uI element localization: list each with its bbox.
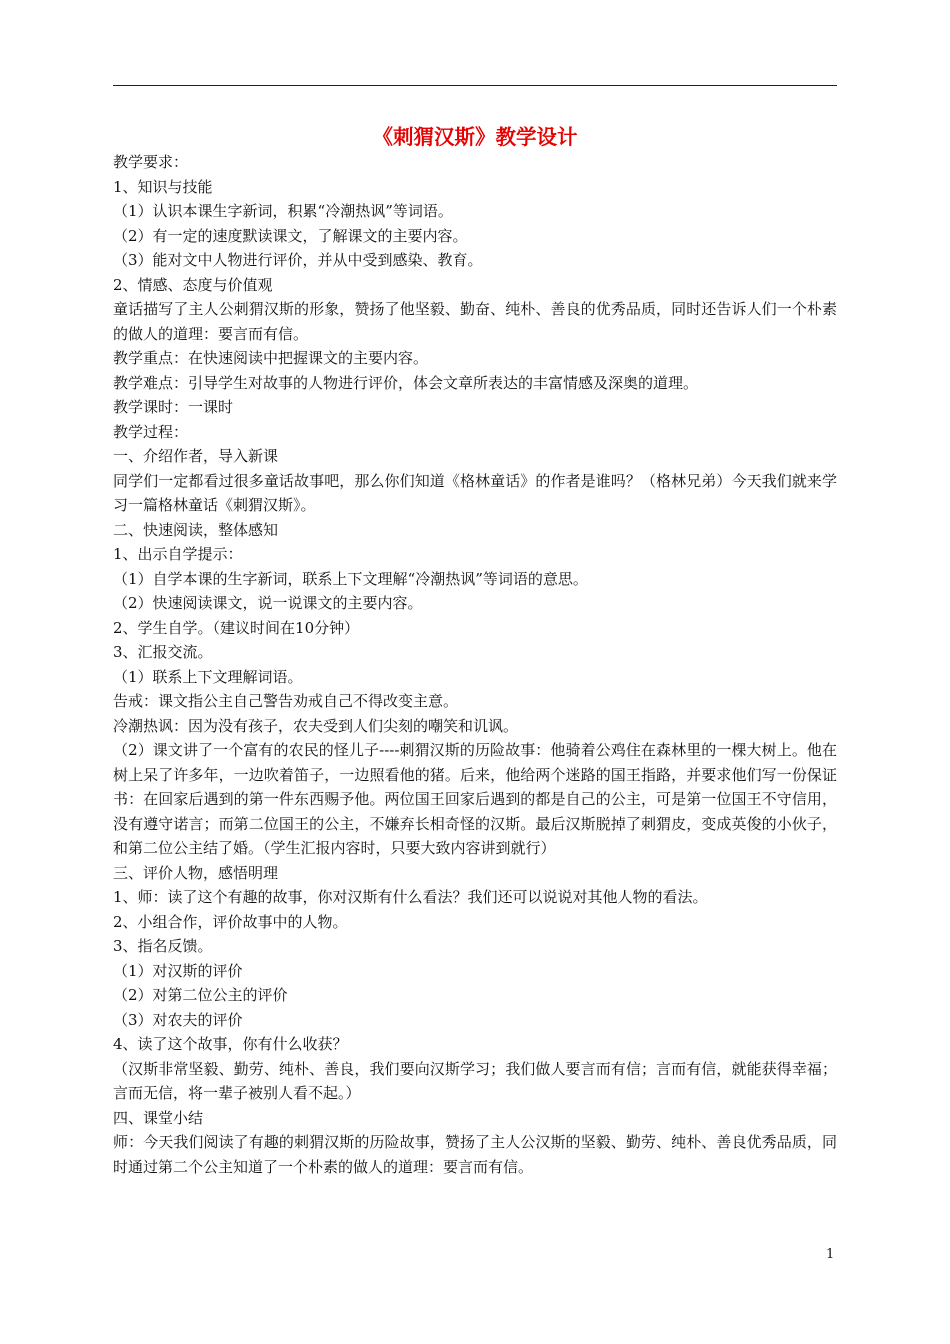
paragraph: 教学重点：在快速阅读中把握课文的主要内容。 <box>113 349 429 367</box>
paragraph: （3）对农夫的评价 <box>113 1010 243 1029</box>
paragraph: 三、评价人物，感悟明理 <box>113 863 279 882</box>
paragraph: 一、介绍作者，导入新课 <box>113 447 279 465</box>
page-number: 1 <box>826 1247 835 1262</box>
paragraph: 3、汇报交流。 <box>113 643 213 661</box>
paragraph: 教学过程： <box>113 422 189 441</box>
paragraph: 4、读了这个故事，你有什么收获？ <box>113 1035 348 1053</box>
document-title: 《刺猬汉斯》教学设计 <box>372 125 578 149</box>
paragraph: （2）对第二位公主的评价 <box>113 986 288 1004</box>
paragraph: 1、出示自学提示： <box>113 545 243 563</box>
paragraph: 1、知识与技能 <box>113 177 213 196</box>
paragraph: （2）有一定的速度默读课文，了解课文的主要内容。 <box>113 226 468 245</box>
paragraph: （1）对汉斯的评价 <box>113 961 243 980</box>
paragraph: （汉斯非常坚毅、勤劳、纯朴、善良，我们要向汉斯学习；我们做人要言而有信；言而有信，就能获得幸福；言而无信，将一辈子被别人看不起。） <box>113 1059 837 1102</box>
paragraph: 教学要求： <box>113 153 189 171</box>
paragraph: （1）认识本课生字新词，积累“冷潮热讽”等词语。 <box>113 202 453 220</box>
paragraph: 师：今天我们阅读了有趣的刺猬汉斯的历险故事，赞扬了主人公汉斯的坚毅、勤劳、纯朴、善良优秀品质，同时通过第二个公主知道了一个朴素的做人的道理：要言而有信。 <box>113 1133 837 1176</box>
paragraph: 告戒：课文指公主自己警告劝戒自己不得改变主意。 <box>113 692 459 710</box>
paragraph: （3）能对文中人物进行评价，并从中受到感染、教育。 <box>113 251 483 269</box>
header-rule <box>113 85 837 86</box>
paragraph: （2）快速阅读课文，说一说课文的主要内容。 <box>113 594 423 612</box>
paragraph: 教学难点：引导学生对故事的人物进行评价，体会文章所表达的丰富情感及深奥的道理。 <box>113 373 699 392</box>
paragraph: 冷潮热讽：因为没有孩子，农夫受到人们尖刻的嘲笑和讥讽。 <box>113 716 519 735</box>
paragraph: 2、情感、态度与价值观 <box>113 275 273 294</box>
paragraph: 二、快速阅读，整体感知 <box>113 520 279 539</box>
paragraph: 2、小组合作，评价故事中的人物。 <box>113 912 348 931</box>
paragraph: 四、课堂小结 <box>113 1108 204 1127</box>
paragraph: 1、师：读了这个有趣的故事，你对汉斯有什么看法？我们还可以说说对其他人物的看法。 <box>113 888 708 906</box>
paragraph: 教学课时：一课时 <box>113 398 234 416</box>
paragraph: 3、指名反馈。 <box>113 937 213 955</box>
paragraph: 童话描写了主人公刺猬汉斯的形象，赞扬了他坚毅、勤奋、纯朴、善良的优秀品质，同时还告诉人们一个朴素的做人的道理：要言而有信。 <box>113 300 837 343</box>
paragraph: 2、学生自学。（建议时间在10分钟） <box>113 618 360 637</box>
paragraph: （1）自学本课的生字新词，联系上下文理解“冷潮热讽”等词语的意思。 <box>113 569 588 588</box>
paragraph: （1）联系上下文理解词语。 <box>113 667 303 686</box>
paragraph: （2）课文讲了一个富有的农民的怪儿子----刺猬汉斯的历险故事：他骑着公鸡住在森林里的一棵大树上。他在树上呆了许多年，一边吹着笛子，一边照看他的猪。后来，他给两个迷路的国王指路，并要求他们写一份保证书：在回家后遇到的第一件东西赐予他。两位国王回家后遇到的都是自己的公主，可是第一位国王不守信用，没有遵守诺言；而第二位国王的公主，不嫌弃长相奇怪的汉斯。最后汉斯脱掉了刺猬皮，变成英俊的小伙子，和第二位公主结了婚。（学生汇报内容时，只要大致内容讲到就行） <box>113 741 837 857</box>
document-body <box>113 150 837 1179</box>
paragraph: 同学们一定都看过很多童话故事吧，那么你们知道《格林童话》的作者是谁吗？（格林兄弟）今天我们就来学习一篇格林童话《刺猬汉斯》。 <box>113 471 837 514</box>
